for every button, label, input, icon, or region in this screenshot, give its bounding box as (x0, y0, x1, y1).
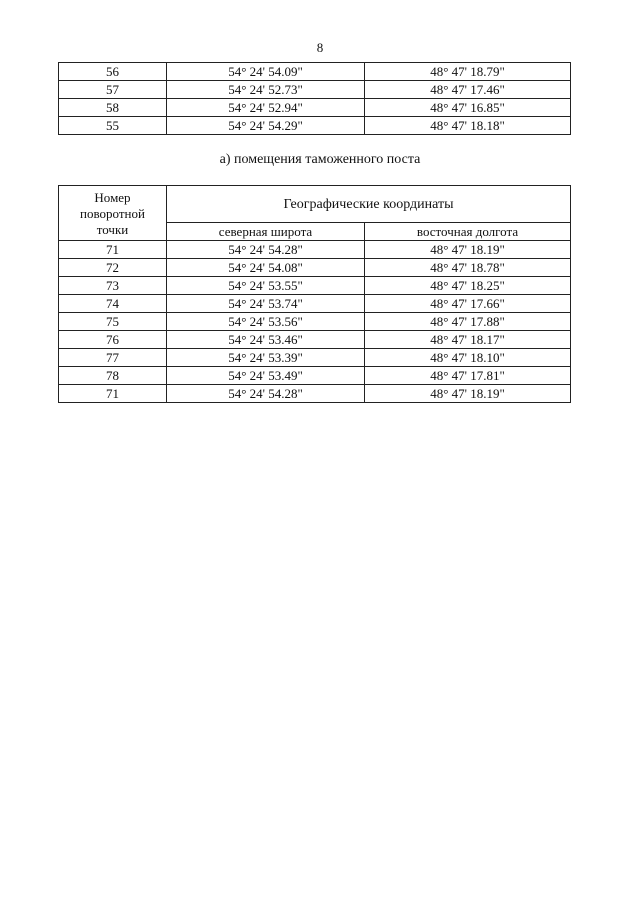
longitude-cell: 48° 47' 17.81" (365, 367, 571, 385)
latitude-cell: 54° 24' 53.56" (167, 313, 365, 331)
section-caption: а) помещения таможенного поста (219, 152, 421, 167)
longitude-cell: 48° 47' 16.85" (365, 99, 571, 117)
latitude-cell: 54° 24' 53.46" (167, 331, 365, 349)
longitude-cell: 48° 47' 18.78" (365, 259, 571, 277)
latitude-cell: 54° 24' 53.74" (167, 295, 365, 313)
latitude-cell: 54° 24' 54.28" (167, 241, 365, 259)
header-point-number (59, 186, 167, 241)
table-row (59, 385, 571, 403)
table-row (59, 295, 571, 313)
longitude-cell: 48° 47' 18.17" (365, 331, 571, 349)
header-east-longitude: восточная долгота (365, 223, 571, 241)
point-number-cell: 58 (59, 99, 167, 117)
point-number-cell: 57 (59, 81, 167, 99)
point-number-cell: 55 (59, 117, 167, 135)
table-row (59, 277, 571, 295)
latitude-cell: 54° 24' 54.09" (167, 63, 365, 81)
longitude-cell: 48° 47' 18.79" (365, 63, 571, 81)
latitude-cell: 54° 24' 52.73" (167, 81, 365, 99)
point-number-cell: 78 (59, 367, 167, 385)
header-point-number-line-1: Номер (94, 190, 131, 205)
table-row (59, 259, 571, 277)
header-geographic-coordinates: Географические координаты (167, 186, 571, 223)
point-number-cell: 56 (59, 63, 167, 81)
point-number-cell: 76 (59, 331, 167, 349)
point-number-cell: 73 (59, 277, 167, 295)
longitude-cell: 48° 47' 18.19" (365, 241, 571, 259)
coordinates-table-continued-body (59, 63, 571, 135)
table-row (59, 99, 571, 117)
header-north-latitude: северная широта (167, 223, 365, 241)
header-point-number-line-3: точки (96, 222, 129, 237)
latitude-cell: 54° 24' 54.28" (167, 385, 365, 403)
table-row (59, 331, 571, 349)
table-row (59, 349, 571, 367)
header-point-number-line-2: поворотной (80, 206, 145, 221)
table-row (59, 81, 571, 99)
point-number-cell: 71 (59, 241, 167, 259)
latitude-cell: 54° 24' 53.39" (167, 349, 365, 367)
table-row (59, 241, 571, 259)
latitude-cell: 54° 24' 54.29" (167, 117, 365, 135)
longitude-cell: 48° 47' 17.46" (365, 81, 571, 99)
point-number-cell: 71 (59, 385, 167, 403)
customs-post-coordinates-body (59, 241, 571, 403)
coordinates-table-continued (58, 62, 571, 135)
page-number: 8 (316, 40, 324, 55)
longitude-cell: 48° 47' 18.19" (365, 385, 571, 403)
point-number-cell: 75 (59, 313, 167, 331)
longitude-cell: 48° 47' 18.25" (365, 277, 571, 295)
longitude-cell: 48° 47' 18.18" (365, 117, 571, 135)
longitude-cell: 48° 47' 17.66" (365, 295, 571, 313)
point-number-cell: 72 (59, 259, 167, 277)
table-row (59, 367, 571, 385)
table-row (59, 313, 571, 331)
point-number-cell: 77 (59, 349, 167, 367)
customs-post-coordinates-table (58, 185, 571, 403)
latitude-cell: 54° 24' 53.49" (167, 367, 365, 385)
longitude-cell: 48° 47' 18.10" (365, 349, 571, 367)
longitude-cell: 48° 47' 17.88" (365, 313, 571, 331)
point-number-cell: 74 (59, 295, 167, 313)
latitude-cell: 54° 24' 54.08" (167, 259, 365, 277)
latitude-cell: 54° 24' 53.55" (167, 277, 365, 295)
header-row (59, 186, 571, 223)
latitude-cell: 54° 24' 52.94" (167, 99, 365, 117)
table-row (59, 63, 571, 81)
table-row (59, 117, 571, 135)
